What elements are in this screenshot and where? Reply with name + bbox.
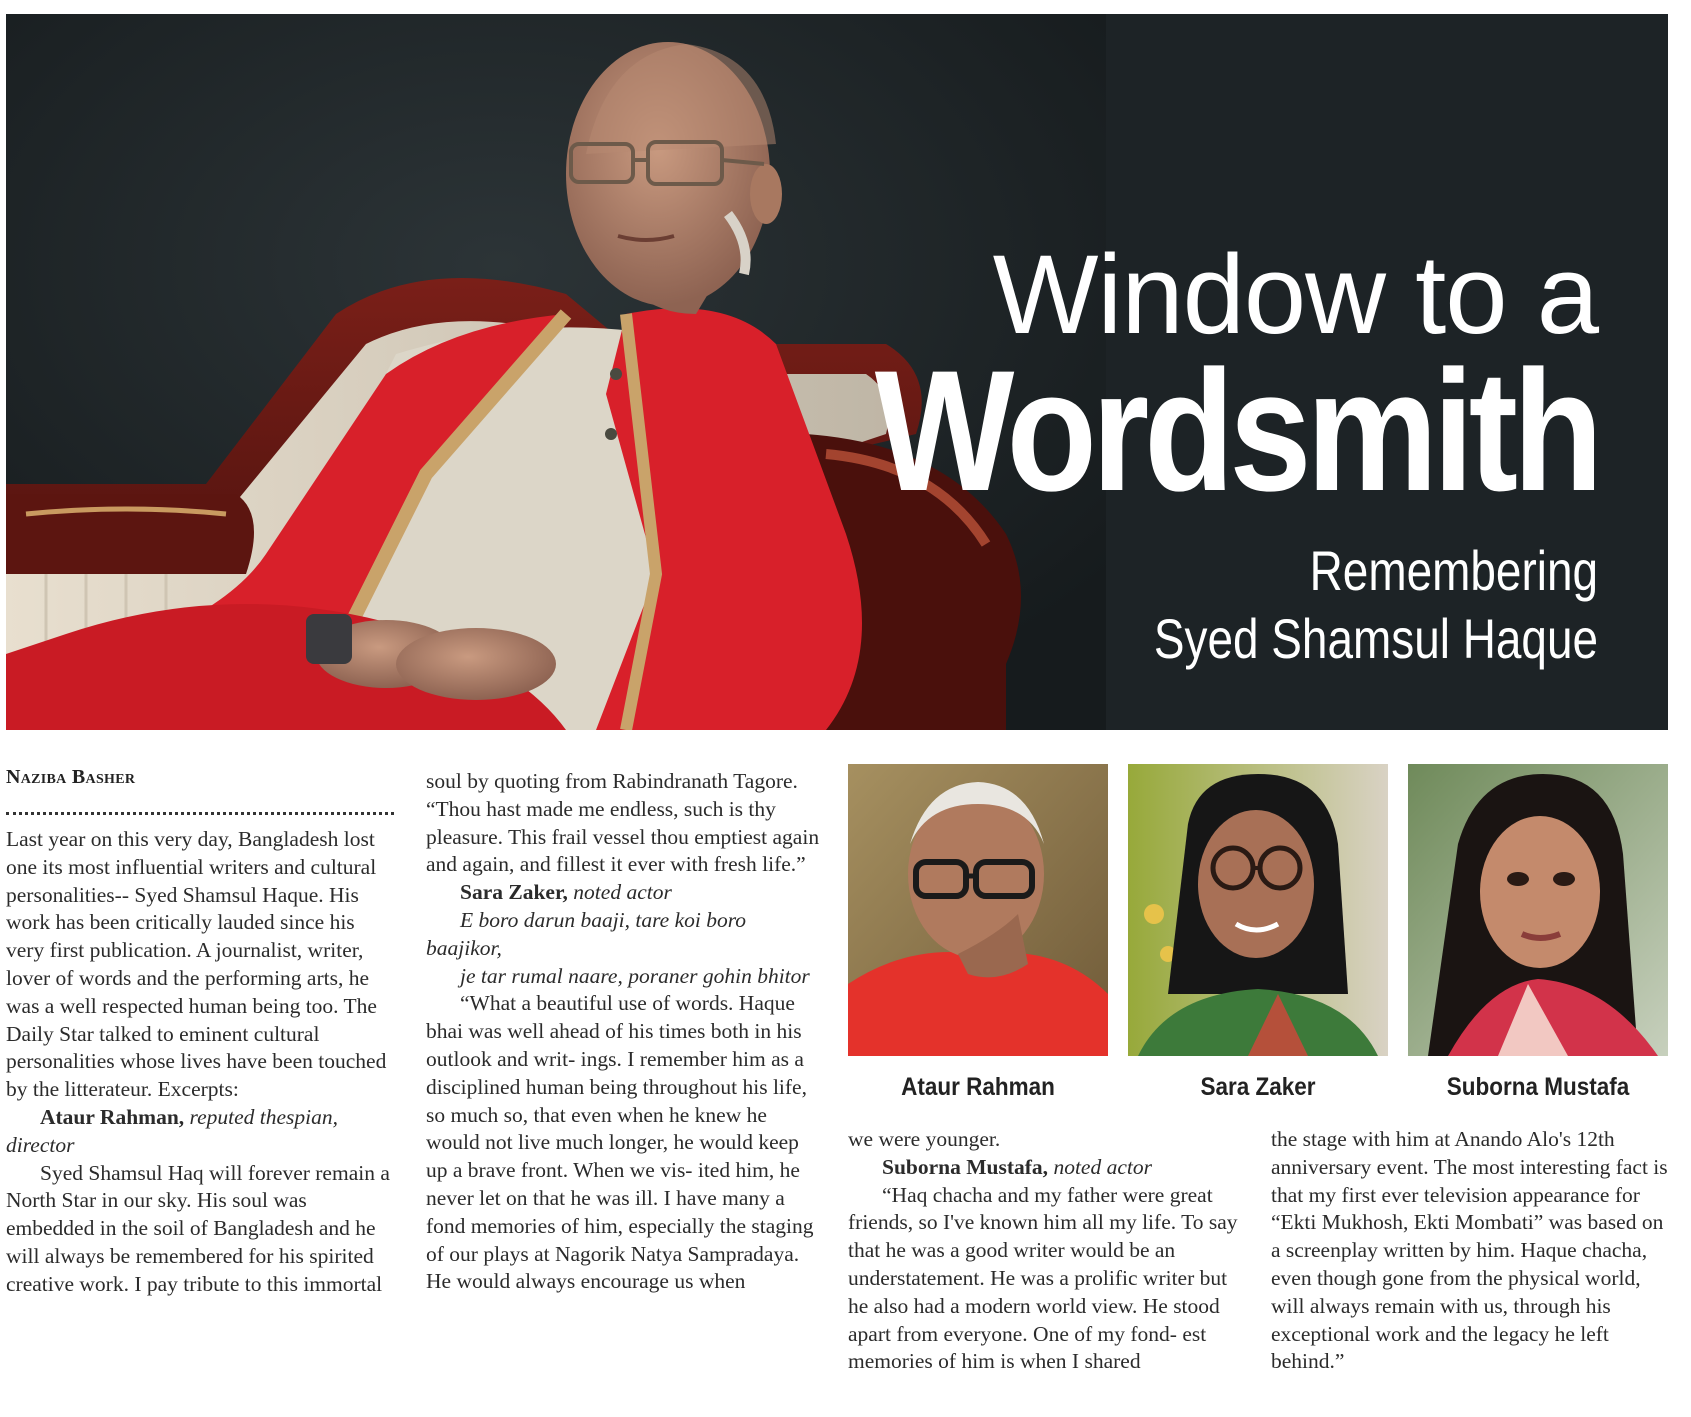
article-column-3: [848, 1126, 1238, 1376]
headline-line2: Wordsmith: [874, 335, 1598, 527]
intro-paragraph: Last year on this very day, Bangladesh lost one its most influential writers and cultural personalities-- Syed Shamsul Haque. His work has been critically lauded since his very first publication. A journalist, writer, lover of words and the performing arts, he was a well respected human being too. The Daily Star talked to eminent cultural personalities whose lives have been touched by the litterateur. Excerpts:: [6, 827, 387, 1102]
portrait-caption: Suborna Mustafa: [1446, 1073, 1630, 1101]
ataur-rahman-photo-icon: [848, 764, 1108, 1056]
portrait-caption: Sara Zaker: [1200, 1073, 1316, 1101]
speaker-name: Sara Zaker,: [460, 880, 568, 905]
article-column-2: [426, 768, 822, 1296]
quote-paragraph: soul by quoting from Rabindranath Tagore. “Thou hast made me endless, such is thy pleasure. This frail vessel thou emptiest again and again, and fillest it ever with fresh life.”: [426, 769, 820, 877]
subheadline-line1: Remembering: [1309, 539, 1598, 602]
subheadline-line2: Syed Shamsul Haque: [1153, 607, 1598, 671]
speaker-role: noted actor: [573, 880, 672, 905]
headline-line1: Window to a: [992, 232, 1598, 357]
quote-paragraph: the stage with him at Anando Alo's 12th anniversary event. The most interesting fact is that my first ever television appearance for “Ekti Mukhosh, Ekti Mombati” was based on a screenplay written by him. Haque chacha, even though gone from the physical world, will always remain with us, through his exceptional work and the legacy he left behind.”: [1271, 1127, 1668, 1374]
speaker-name: Ataur Rahman,: [40, 1104, 185, 1129]
quote-paragraph: “What a beautiful use of words. Haque bhai was well ahead of his times both in his outlook and writ- ings. I remember him as a disciplined human being throughout his life, so much so, that even when he knew he would not live much longer, he would keep up a brave front. When we vis- ited him, he never let on that he was ill. I have many a fond memories of him, especially the staging of our plays at Nagorik Natya Sampradaya. He would always encourage us when: [426, 991, 814, 1294]
speaker-role: reputed thespian, director: [6, 1104, 339, 1157]
quote-paragraph: Syed Shamsul Haq will forever remain a North Star in our sky. His soul was embedded in the soil of Bangladesh and he will always be remembered for his spirited creative work. I pay tribute to this immortal: [6, 1160, 390, 1296]
speaker-role: noted actor: [1053, 1154, 1152, 1179]
headline: [757, 232, 1598, 674]
quote-paragraph: we were younger.: [848, 1127, 1001, 1151]
speaker-credit: [848, 1154, 1238, 1182]
author-byline: Naziba Basher: [6, 766, 136, 788]
speaker-name: Suborna Mustafa,: [882, 1154, 1049, 1179]
byline-divider: [6, 812, 394, 815]
hero-banner: [6, 14, 1668, 730]
article-column-1: [6, 826, 398, 1299]
article-column-4: [1271, 1126, 1669, 1376]
subheadline: [908, 537, 1598, 674]
speaker-credit: [426, 879, 822, 907]
quote-paragraph: “Haq chacha and my father were great friends, so I've known him all my life. To say that he was a good writer would be an understatement. He was a prolific writer but he also had a modern world view. He stood apart from everyone. One of my fond- est memories of him is when I shared: [848, 1182, 1238, 1374]
portrait-caption: Ataur Rahman: [901, 1073, 1055, 1101]
sara-zaker-photo-icon: [1128, 764, 1388, 1056]
poem-line: E boro darun baaji, tare koi boro baajikor,: [426, 907, 747, 960]
speaker-credit: [6, 1104, 398, 1160]
poem-line: je tar rumal naare, poraner gohin bhitor: [460, 963, 810, 988]
suborna-mustafa-photo-icon: [1408, 764, 1668, 1056]
